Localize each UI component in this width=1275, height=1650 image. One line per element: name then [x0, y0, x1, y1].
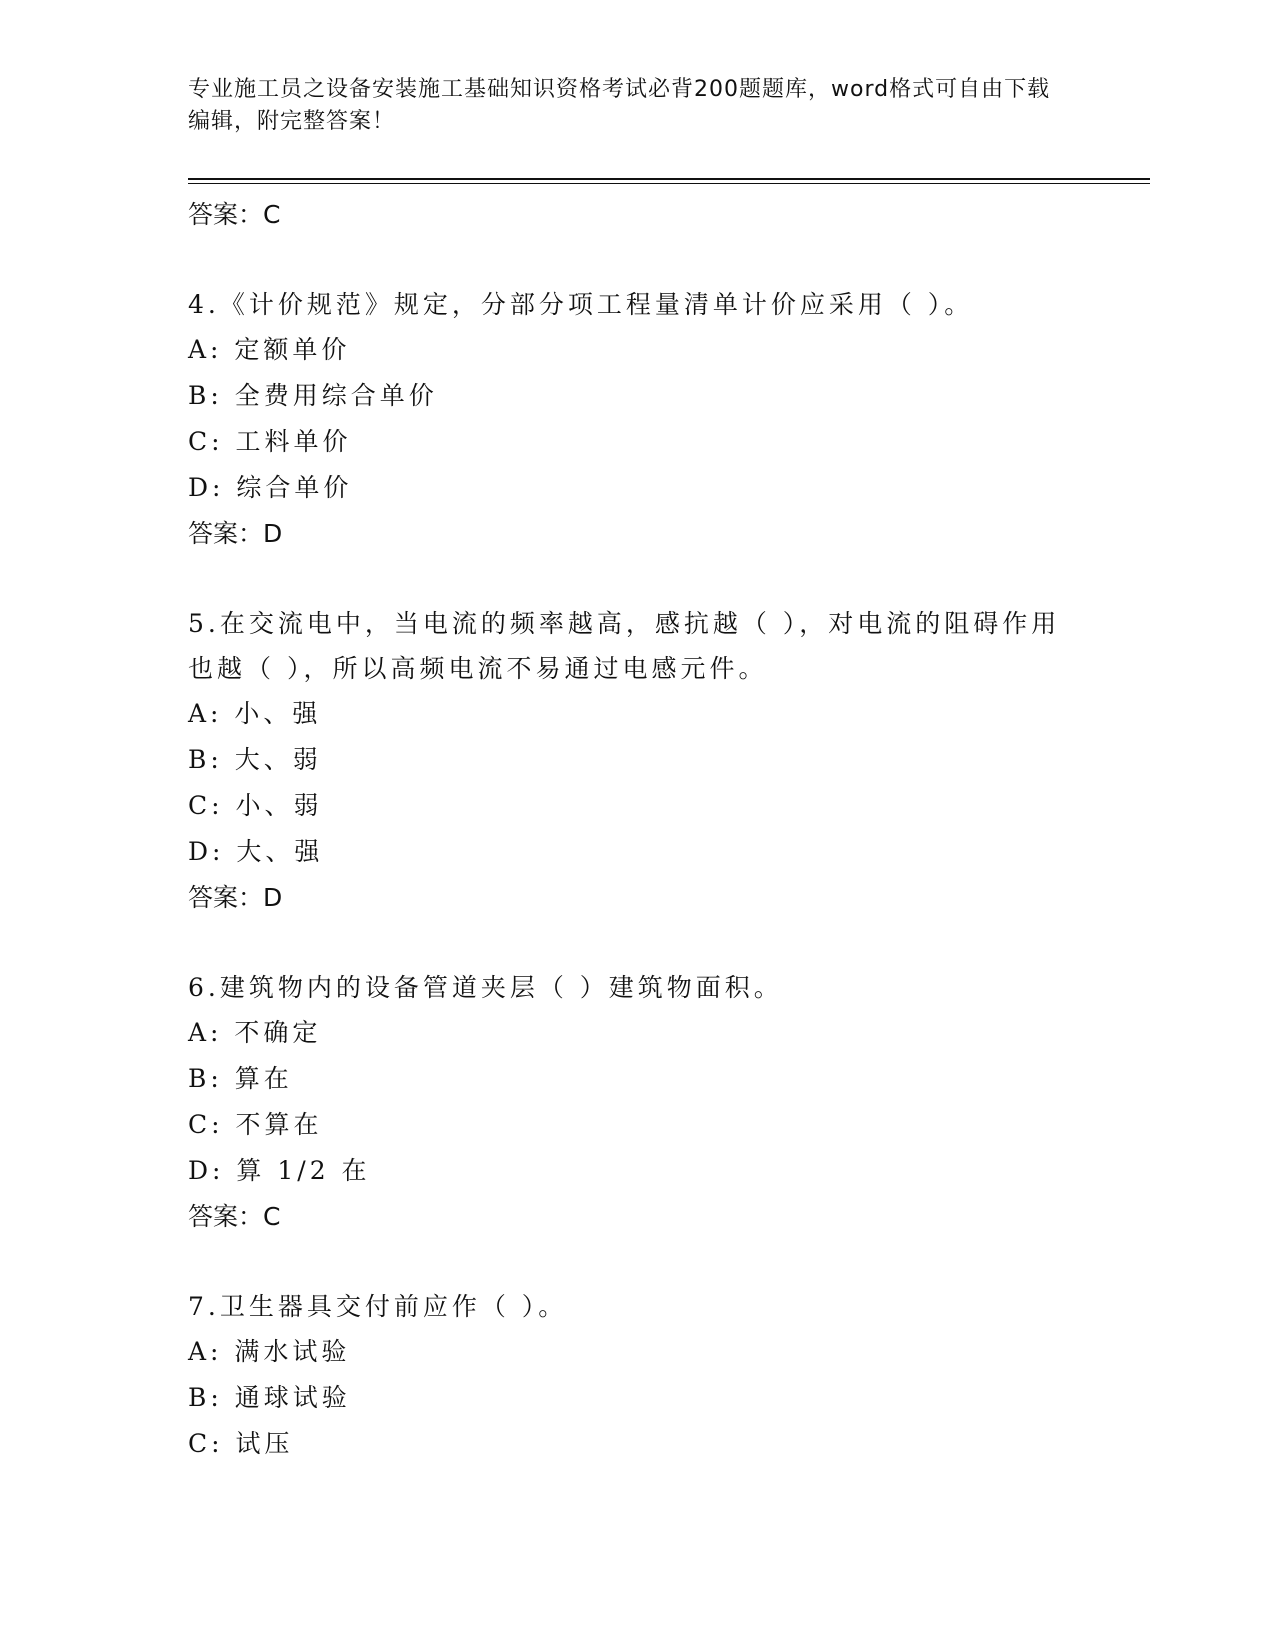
- question-7: [188, 1284, 1088, 1467]
- answer-line: 答案：D: [188, 883, 283, 912]
- option-d: D: 大、强: [188, 837, 324, 866]
- answer-line: 答案：C: [188, 1202, 281, 1231]
- option-a: A: 定额单价: [188, 335, 351, 364]
- option-b: B: 全费用综合单价: [188, 381, 438, 410]
- question-4: [188, 282, 1088, 557]
- question-6: [188, 965, 1088, 1240]
- header-rule-thin: [188, 183, 1150, 184]
- header-rule-thick: [188, 178, 1150, 180]
- option-d: D: 算 1/2 在: [188, 1156, 371, 1185]
- option-a: A: 不确定: [188, 1018, 322, 1047]
- question-stem: 5.在交流电中，当电流的频率越高，感抗越（ ），对电流的阻碍作用也越（ ），所以高频电流不易通过电感元件。: [188, 609, 1061, 683]
- option-c: C: 小、弱: [188, 791, 323, 820]
- question-stem: 6.建筑物内的设备管道夹层（ ）建筑物面积。: [188, 973, 783, 1002]
- answer-line: 答案：C: [188, 200, 281, 229]
- question-stem: 7.卫生器具交付前应作（ ）。: [188, 1292, 568, 1321]
- option-a: A: 小、强: [188, 699, 322, 728]
- option-a: A: 满水试验: [188, 1337, 351, 1366]
- option-c: C: 工料单价: [188, 427, 352, 456]
- answer-line: 答案：D: [188, 519, 283, 548]
- page-header: 专业施工员之设备安装施工基础知识资格考试必背200题题库，word格式可自由下载编辑，附完整答案！: [188, 77, 1051, 134]
- option-b: B: 算在: [188, 1064, 293, 1093]
- question-5: [188, 601, 1088, 921]
- question-stem: 4.《计价规范》规定，分部分项工程量清单计价应采用（ ）。: [188, 290, 974, 319]
- option-b: B: 大、弱: [188, 745, 322, 774]
- option-d: D: 综合单价: [188, 473, 353, 502]
- question-list: [188, 192, 1088, 1467]
- option-c: C: 试压: [188, 1429, 294, 1458]
- option-c: C: 不算在: [188, 1110, 323, 1139]
- option-b: B: 通球试验: [188, 1383, 351, 1412]
